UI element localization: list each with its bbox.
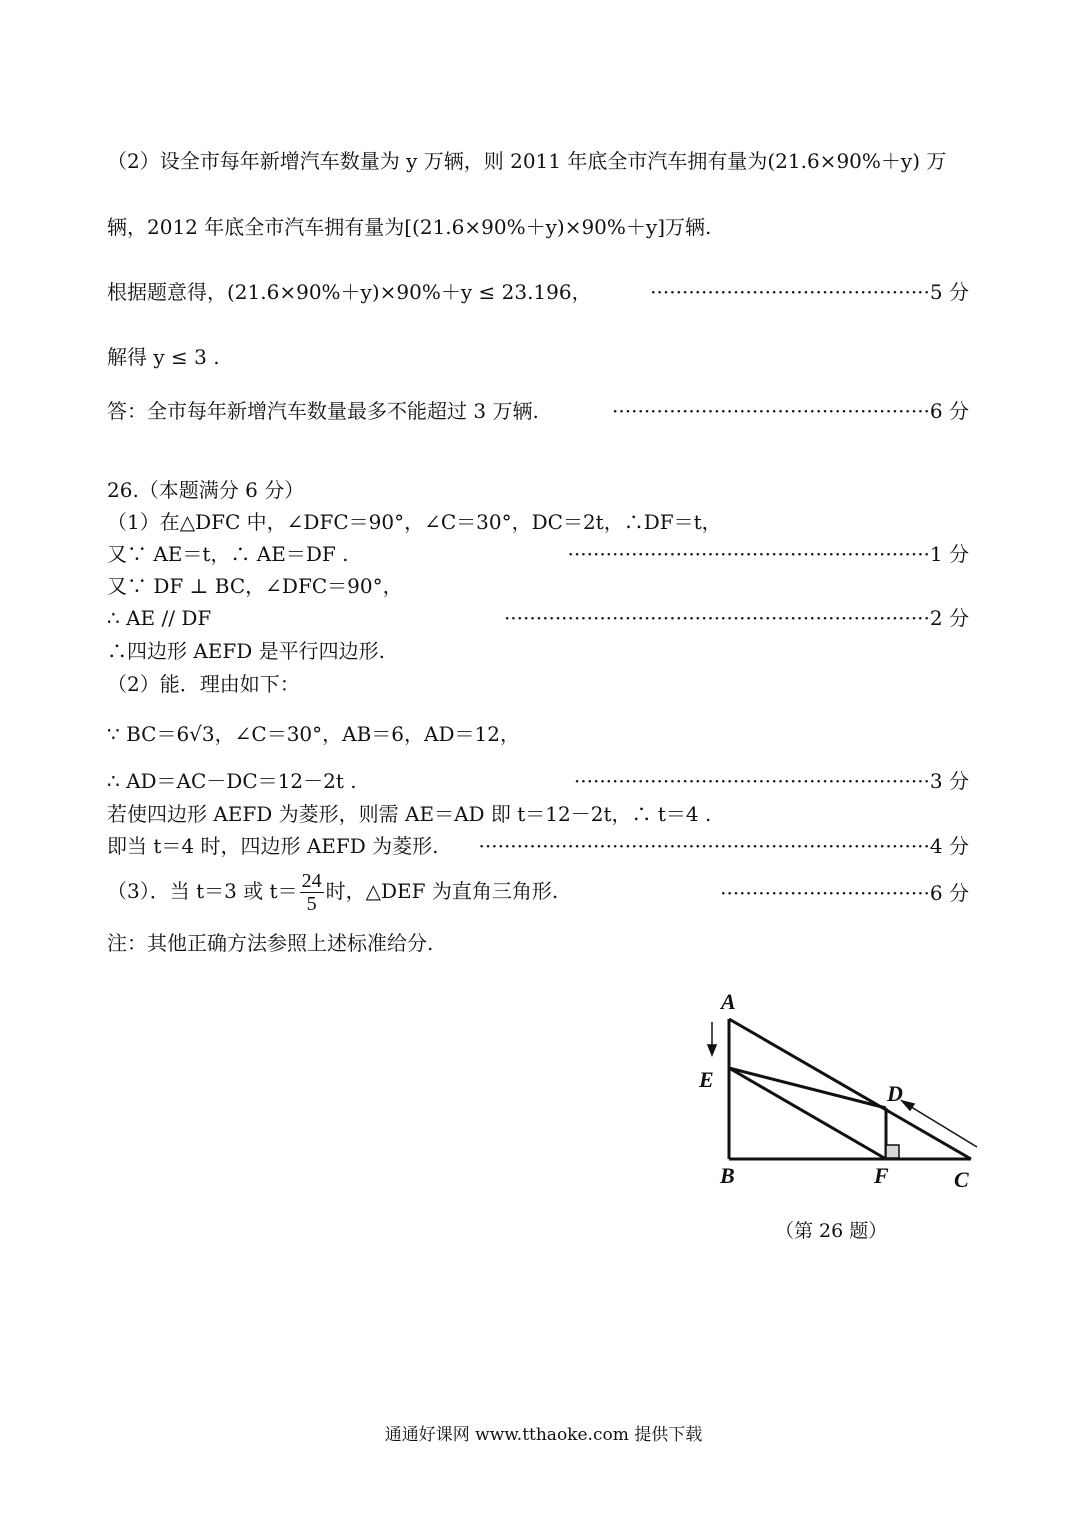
segment-ed — [729, 1068, 886, 1108]
q25-line-2: 辆，2012 年底全市汽车拥有量为[(21.6×90%＋y)×90%＋y]万辆. — [107, 215, 712, 239]
q26-line-11 — [107, 866, 558, 916]
q25-line-5: 答：全市每年新增汽车数量最多不能超过 3 万辆. — [107, 399, 539, 423]
fraction-denominator: 5 — [306, 893, 317, 915]
q26-line-5: ∴四边形 AEFD 是平行四边形. — [107, 639, 386, 663]
arrow-c-to-d — [908, 1105, 977, 1147]
q25-line-3: 根据题意得，(21.6×90%＋y)×90%＋y ≤ 23.196， — [107, 280, 592, 304]
q26-line-2: 又∵ AE＝t，∴ AE＝DF . — [107, 542, 349, 566]
q26-line-8: ∴ AD＝AC－DC＝12－2t . — [107, 769, 357, 793]
q26-score-6: ·································6 分 — [720, 881, 969, 905]
q26-score-1: ·························································1 分 — [567, 542, 969, 566]
fraction-numerator: 24 — [301, 870, 322, 892]
q26-score-2: ···································································2 分 — [503, 606, 969, 630]
triangle-diagram — [690, 985, 990, 1200]
q26-note: 注：其他正确方法参照上述标准给分. — [107, 931, 434, 955]
label-f: F — [874, 1163, 889, 1188]
q26-line-9: 若使四边形 AEFD 为菱形，则需 AE＝AD 即 t＝12－2t，∴ t＝4 . — [107, 802, 712, 826]
q25-line-1: （2）设全市每年新增汽车数量为 y 万辆，则 2011 年底全市汽车拥有量为(21.6×90%＋y) 万 — [107, 149, 947, 173]
q26-line-10: 即当 t＝4 时，四边形 AEFD 为菱形. — [107, 834, 439, 858]
diagram-caption: （第 26 题） — [775, 1220, 888, 1242]
q26-line-7: ∵ BC＝6√3，∠C＝30°，AB＝6，AD＝12， — [107, 722, 520, 746]
q26-score-3: ························································3 分 — [573, 769, 969, 793]
q26-line-11-suffix: 时，△DEF 为直角三角形. — [325, 879, 559, 903]
footer-source: 通通好课网 www.tthaoke.com 提供下载 — [384, 1425, 703, 1445]
label-a: A — [721, 989, 736, 1014]
q26-line-11-prefix: （3）．当 t＝3 或 t＝ — [107, 879, 298, 903]
q26-line-3: 又∵ DF ⊥ BC，∠DFC＝90°， — [107, 574, 403, 598]
q26-line-4: ∴ AE // DF — [107, 606, 212, 630]
label-d: D — [887, 1081, 903, 1106]
right-angle-marker — [886, 1145, 899, 1158]
label-b: B — [720, 1163, 735, 1188]
q26-score-4: ·······································································4 分 — [478, 834, 969, 858]
label-e: E — [699, 1067, 714, 1092]
fraction — [300, 870, 324, 915]
arrow-c-head — [902, 1101, 914, 1110]
q26-line-6: （2）能．理由如下： — [107, 672, 300, 696]
segment-ef — [729, 1068, 886, 1159]
q26-line-1: （1）在△DFC 中，∠DFC＝90°，∠C＝30°，DC＝2t，∴DF＝t， — [107, 510, 722, 534]
q25-score-5: ············································5 分 — [650, 280, 969, 304]
q25-score-6: ··················································6 分 — [612, 399, 969, 423]
q26-title: 26.（本题满分 6 分） — [107, 478, 305, 502]
q25-line-4: 解得 y ≤ 3 . — [107, 345, 220, 369]
arrow-a-head — [708, 1045, 716, 1055]
label-c: C — [954, 1167, 969, 1192]
